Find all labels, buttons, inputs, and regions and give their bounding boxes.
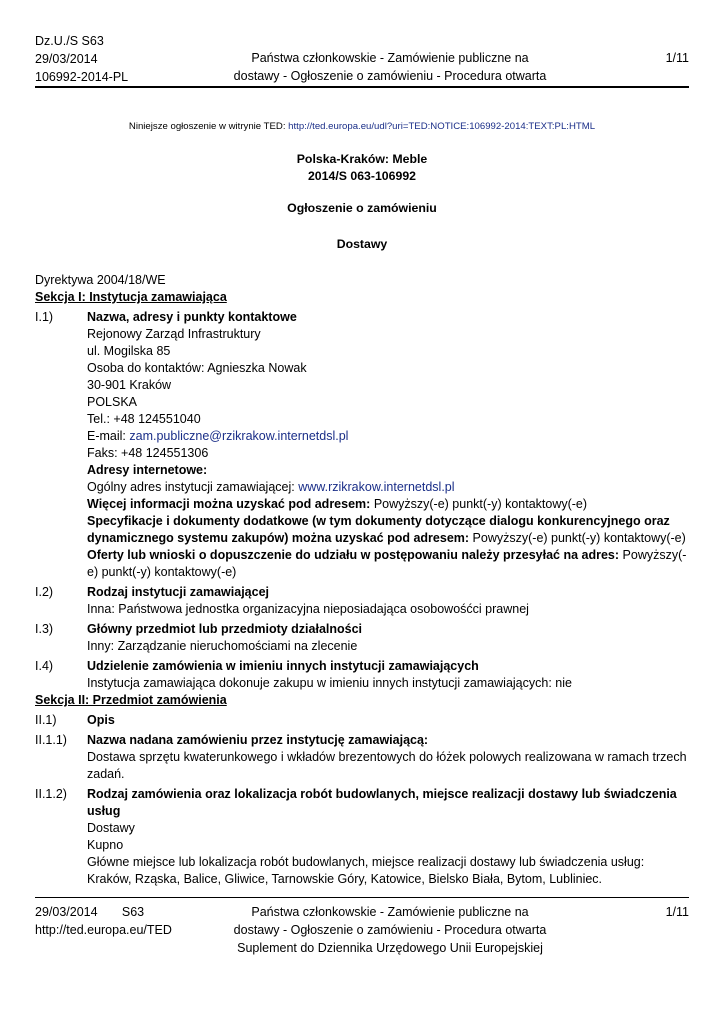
contact-person: Osoba do kontaktów: Agnieszka Nowak: [87, 361, 307, 375]
item-number: I.1): [35, 310, 54, 324]
authority-name: Rejonowy Zarząd Infrastruktury: [87, 327, 261, 341]
more-info-line: [87, 496, 690, 513]
footer-center: [210, 903, 570, 957]
footer-url: http://ted.europa.eu/TED: [35, 923, 172, 937]
title-contract-type: Dostawy: [336, 237, 388, 251]
page-footer: [35, 897, 689, 958]
more-info-label: Więcej informacji można uzyskać pod adresem:: [87, 497, 371, 511]
internet-heading: Adresy internetowe:: [87, 463, 208, 477]
footer-center-line-2: dostawy - Ogłoszenie o zamówieniu - Procedura otwarta: [233, 923, 547, 937]
item-heading: Rodzaj zamówienia oraz lokalizacja robót budowlanych, miejsce realizacji dostawy lub świadczenia usług: [87, 787, 677, 818]
title-notice-type: Ogłoszenie o zamówieniu: [287, 201, 437, 215]
item-i3: [35, 621, 690, 655]
header-left: [35, 32, 128, 86]
item-i4: [35, 658, 690, 692]
item-ii1: [35, 712, 690, 729]
footer-center-line-3: Suplement do Dziennika Urzędowego Unii Europejskiej: [237, 941, 543, 955]
postal-city: 30-901 Kraków: [87, 378, 172, 392]
item-heading: Nazwa nadana zamówieniu przez instytucję zamawiającą:: [87, 733, 429, 747]
footer-center-line-1: Państwa członkowskie - Zamówienie publiczne na: [251, 905, 529, 919]
item-number: II.1.1): [35, 733, 67, 747]
notice-prefix: Niniejsze ogłoszenie w witrynie TED:: [128, 121, 286, 132]
authority-street: ul. Mogilska 85: [87, 344, 171, 358]
more-info-value: Powyższy(-e) punkt(-y) kontaktowy(-e): [373, 497, 588, 511]
email-line: [87, 428, 690, 445]
spec-line: [87, 513, 690, 547]
page-header: [35, 32, 689, 88]
item-number: II.1): [35, 713, 57, 727]
item-number: II.1.2): [35, 787, 67, 801]
item-i2: [35, 584, 690, 618]
general-address-label: Ogólny adres instytucji zamawiającej:: [87, 480, 295, 494]
item-heading: Rodzaj instytucji zamawiającej: [87, 585, 270, 599]
email-label: E-mail:: [87, 429, 126, 443]
header-center-line-2: dostawy - Ogłoszenie o zamówieniu - Procedura otwarta: [233, 69, 547, 83]
item-number: I.2): [35, 585, 54, 599]
general-address-link[interactable]: www.rzikrakow.internetdsl.pl: [298, 480, 455, 494]
item-i1: [35, 309, 690, 581]
offers-label: Oferty lub wnioski o dopuszczenie do udziału w postępowaniu należy przesyłać na adres:: [87, 548, 620, 562]
item-number: I.4): [35, 659, 54, 673]
document-body: [35, 272, 690, 888]
header-date: 29/03/2014: [35, 52, 98, 66]
item-text: Inny: Zarządzanie nieruchomościami na zlecenie: [87, 639, 358, 653]
item-heading: Udzielenie zamówienia w imieniu innych instytucji zamawiających: [87, 659, 479, 673]
header-page-number: 1/11: [665, 51, 689, 65]
header-center: [210, 49, 570, 85]
general-address-line: [87, 479, 690, 496]
footer-date-code: [35, 903, 172, 921]
item-text: Główne miejsce lub lokalizacja robót budowlanych, miejsce realizacji dostawy lub świadczenia usług: Kraków, Rząska, Balice, Gliwice, Tarnowskie Góry, Katowice, Bielsko Biała, Bytom, Lubliniec.: [87, 855, 645, 886]
section-1-heading: Sekcja I: Instytucja zamawiająca: [35, 290, 227, 304]
section-2-heading: Sekcja II: Przedmiot zamówienia: [35, 693, 227, 707]
directive: Dyrektywa 2004/18/WE: [35, 273, 166, 287]
item-heading: Główny przedmiot lub przedmioty działalności: [87, 622, 363, 636]
item-text: Dostawa sprzętu kwaterunkowego i wkładów brezentowych do łóżek polowych realizowana w ramach trzech zadań.: [87, 750, 687, 781]
title-reference: 2014/S 063-106992: [307, 169, 417, 183]
item-ii11: [35, 732, 690, 783]
contract-type: Dostawy: [87, 821, 135, 835]
title-place: Polska-Kraków: Meble: [296, 152, 428, 166]
footer-page-number: 1/11: [665, 905, 689, 919]
footer-left: [35, 903, 172, 939]
offers-value: Powyższy(-e) punkt(-y) kontaktowy(-e): [87, 548, 687, 579]
notice-number: 106992-2014-PL: [35, 70, 129, 84]
purchase-type: Kupno: [87, 838, 124, 852]
item-heading: Opis: [87, 713, 115, 727]
spec-value: Powyższy(-e) punkt(-y) kontaktowy(-e): [472, 531, 686, 545]
item-number: I.3): [35, 622, 54, 636]
footer-date: 29/03/2014: [35, 905, 98, 919]
offers-line: [87, 547, 690, 581]
journal-reference: Dz.U./S S63: [35, 34, 104, 48]
footer-code: S63: [121, 905, 145, 919]
item-ii12: [35, 786, 690, 888]
phone: Tel.: +48 124551040: [87, 412, 201, 426]
country: POLSKA: [87, 395, 138, 409]
header-center-line-1: Państwa członkowskie - Zamówienie publiczne na: [251, 51, 529, 65]
notice-link[interactable]: http://ted.europa.eu/udl?uri=TED:NOTICE:106992-2014:TEXT:PL:HTML: [288, 121, 596, 132]
item-text: Inna: Państwowa jednostka organizacyjna nieposiadająca osobowośćci prawnej: [87, 602, 529, 616]
spec-label: Specyfikacje i dokumenty dodatkowe (w tym dokumenty dotyczące dialogu konkurencyjnego oraz dynamicznego systemu zakupów) można uzyskać pod adresem:: [87, 514, 670, 545]
item-heading: Nazwa, adresy i punkty kontaktowe: [87, 310, 297, 324]
fax: Faks: +48 124551306: [87, 446, 209, 460]
ted-notice-line: [0, 121, 724, 132]
email-link[interactable]: zam.publiczne@rzikrakow.internetdsl.pl: [129, 429, 349, 443]
item-text: Instytucja zamawiająca dokonuje zakupu w imieniu innych instytucji zamawiających: nie: [87, 676, 572, 690]
